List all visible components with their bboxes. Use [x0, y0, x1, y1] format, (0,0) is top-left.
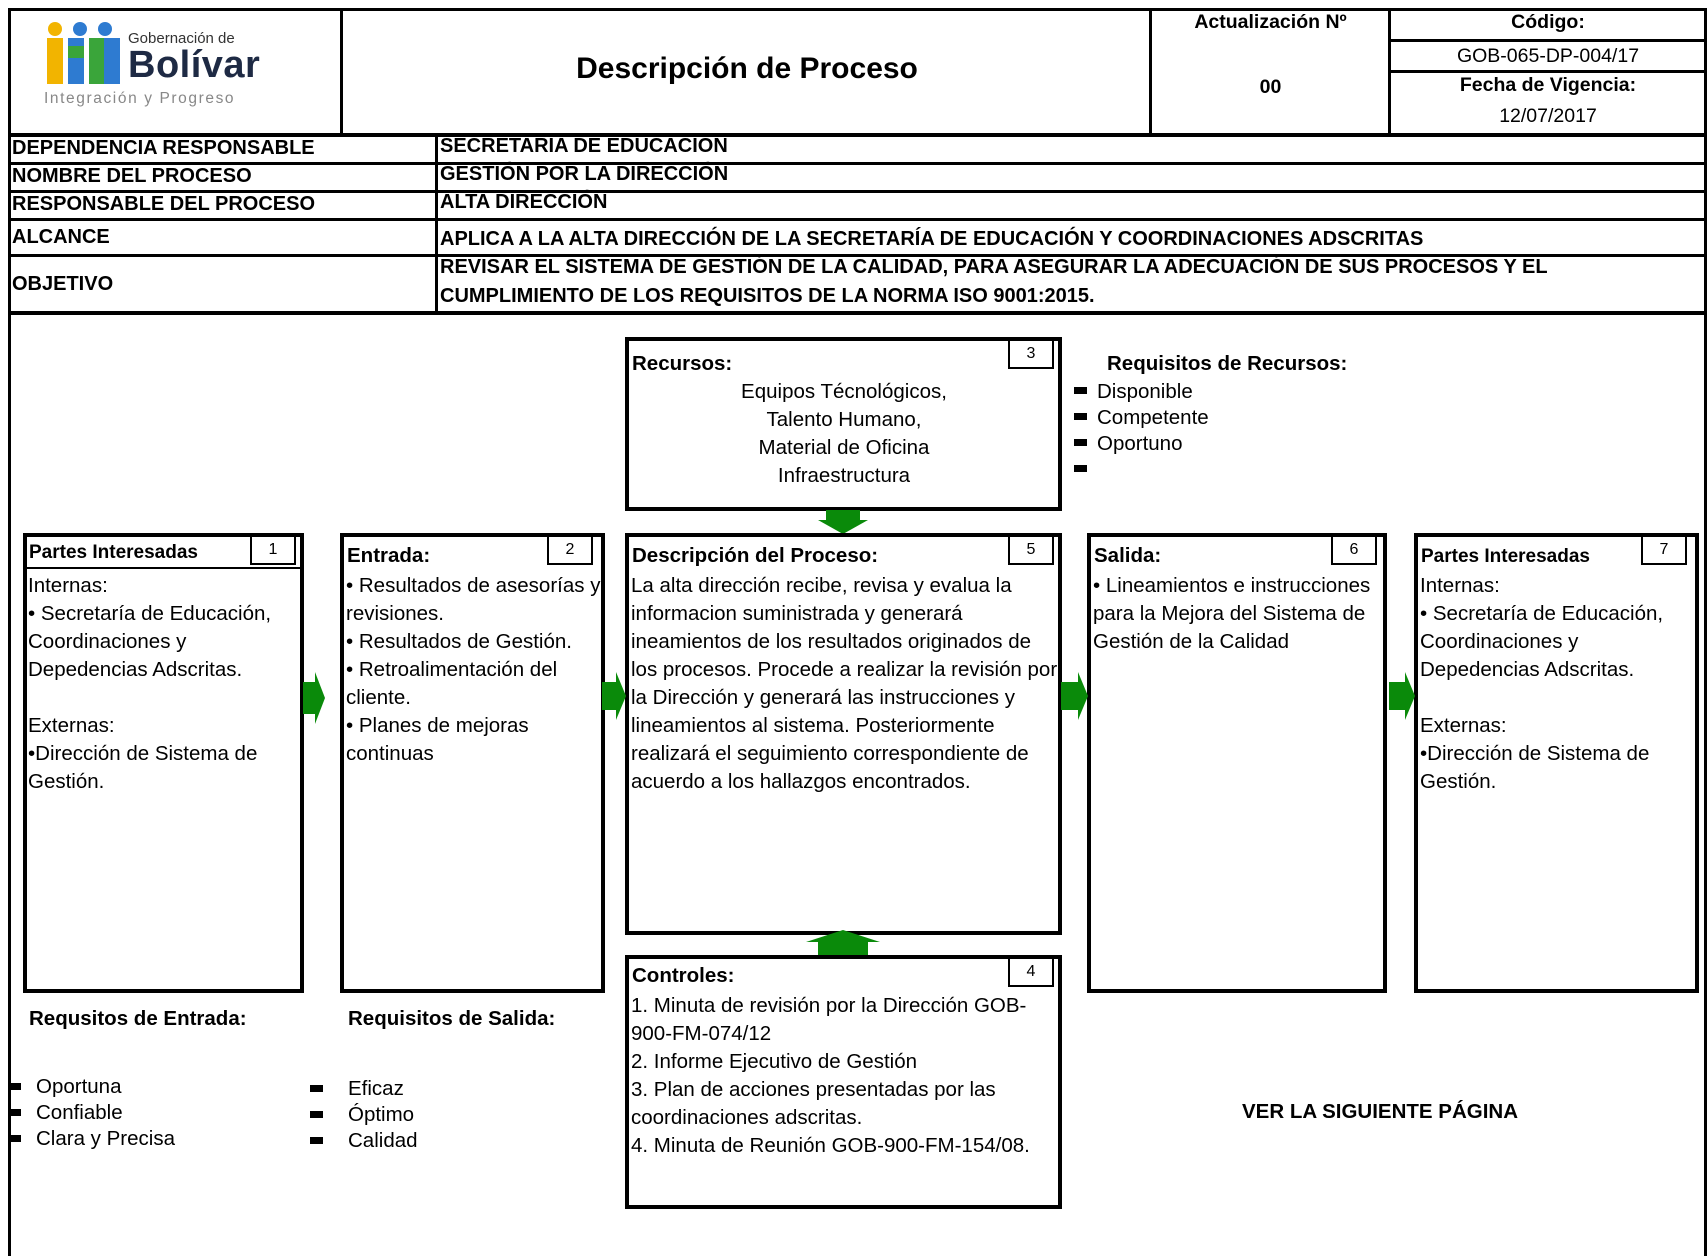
partes-interesadas-title-7: Partes Interesadas [1421, 546, 1590, 567]
header-code-line-2 [1389, 70, 1707, 73]
requisito-recurso-item: Oportuno [1074, 431, 1209, 457]
logo-bolivar-text: Bolívar [128, 44, 261, 86]
arrow-right-icon [602, 672, 626, 720]
box-number-7: 7 [1641, 535, 1687, 565]
requisitos-entrada-list [8, 1074, 175, 1152]
ver-siguiente-pagina-note: VER LA SIGUIENTE PÁGINA [1242, 1100, 1519, 1123]
info-line-5 [8, 311, 1707, 315]
logo-bars-icon [44, 22, 122, 86]
box-number-3: 3 [1008, 339, 1054, 369]
info-label-responsable: RESPONSABLE DEL PROCESO [12, 193, 316, 215]
logo-gobernacion-text: Gobernación de [128, 30, 235, 47]
requisitos-salida-list [310, 1076, 418, 1154]
controles-body: 1. Minuta de revisión por la Dirección GOB-900-FM-074/12 2. Informe Ejecutivo de Gestión 3. Plan de acciones presentadas por las coordinaciones adscritas. 4. Minuta de Reunión GOB-900-FM-154/08. [631, 994, 1030, 1157]
partes-interesadas-body-7: Internas: • Secretaría de Educación, Coordinaciones y Depedencias Adscritas. Externas: •Dirección de Sistema de Gestión. [1420, 574, 1664, 793]
partes-interesadas-body-1: Internas: • Secretaría de Educación, Coordinaciones y Depedencias Adscritas. Externas: •Dirección de Sistema de Gestión. [28, 574, 272, 793]
actualizacion-label: Actualización Nº [1194, 11, 1347, 33]
info-line-1 [8, 162, 1707, 165]
info-label-dependencia: DEPENDENCIA RESPONSABLE [12, 137, 315, 159]
codigo-value: GOB-065-DP-004/17 [1456, 45, 1640, 67]
info-value-responsable: ALTA DIRECCIÓN [440, 191, 608, 213]
info-label-alcance: ALCANCE [12, 226, 110, 248]
requisito-recurso-item [1074, 457, 1209, 483]
fecha-vigencia-value: 12/07/2017 [1499, 105, 1597, 127]
header-divider-logo [340, 8, 343, 135]
requisito-salida-item: Eficaz [310, 1076, 418, 1102]
actualizacion-value: 00 [1259, 76, 1282, 98]
requisito-entrada-item: Oportuna [8, 1074, 175, 1100]
requisito-recurso-item: Disponible [1074, 379, 1209, 405]
controles-title: Controles: [632, 964, 735, 987]
requisitos-recursos-list [1074, 379, 1209, 483]
arrow-down-icon [818, 510, 868, 534]
recursos-title: Recursos: [632, 352, 733, 375]
box-number-5: 5 [1008, 535, 1054, 565]
requisitos-recursos-title: Requisitos de Recursos: [1107, 352, 1348, 375]
info-value-alcance: APLICA A LA ALTA DIRECCIÓN DE LA SECRETARÍA DE EDUCACIÓN Y COORDINACIONES ADSCRITAS [440, 228, 1424, 250]
fecha-vigencia-label: Fecha de Vigencia: [1459, 74, 1637, 96]
info-label-objetivo: OBJETIVO [12, 273, 114, 295]
box-number-6: 6 [1331, 535, 1377, 565]
partes-interesadas-title-1: Partes Interesadas [29, 542, 198, 563]
box-number-4: 4 [1008, 957, 1054, 987]
requisito-recurso-item: Competente [1074, 405, 1209, 431]
info-value-dependencia: SECRETARÍA DE EDUCACIÓN [440, 135, 728, 157]
info-line-3 [8, 218, 1707, 221]
logo-tagline: Integración y Progreso [44, 90, 236, 107]
box-title-separator [27, 567, 300, 569]
descripcion-proceso-title: Descripción del Proceso: [632, 544, 879, 567]
descripcion-proceso-body: La alta dirección recibe, revisa y evalua la informacion suministrada y generará ineamientos de los resultados originados de los procesos. Procede a realizar la revisión por la Dirección y generará las instrucciones y lineamientos al sistema. Posteriormente realizará el seguimiento correspondiente de acuerdo a los hallazgos encontrados. [631, 574, 1058, 793]
bolivar-logo [44, 18, 304, 114]
info-value-nombre: GESTIÓN POR LA DIRECCIÓN [440, 163, 729, 185]
requisito-entrada-item: Clara y Precisa [8, 1126, 175, 1152]
codigo-label: Código: [1511, 11, 1585, 33]
info-label-nombre: NOMBRE DEL PROCESO [12, 165, 252, 187]
arrow-right-icon [303, 672, 325, 724]
requisito-entrada-item: Confiable [8, 1100, 175, 1126]
info-value-objetivo: REVISAR EL SISTEMA DE GESTIÓN DE LA CALIDAD, PARA ASEGURAR LA ADECUACIÓN DE SUS PROCESOS Y EL CUMPLIMIENTO DE LOS REQUISITOS DE LA NORMA ISO 9001:2015. [440, 256, 1548, 307]
document-title: Descripción de Proceso [576, 52, 918, 85]
arrow-right-icon [1389, 672, 1415, 720]
salida-title: Salida: [1094, 544, 1162, 567]
entrada-body: • Resultados de asesorías y revisiones. • Resultados de Gestión. • Retroalimentación del cliente. • Planes de mejoras continuas [346, 574, 601, 765]
recursos-body: Equipos Técnológicos, Talento Humano, Material de Oficina Infraestructura [741, 380, 947, 487]
arrow-up-icon [806, 930, 880, 958]
salida-body: • Lineamientos e instrucciones para la Mejora del Sistema de Gestión de la Calidad [1093, 574, 1371, 653]
requisito-salida-item: Óptimo [310, 1102, 418, 1128]
box-number-2: 2 [547, 535, 593, 565]
entrada-title: Entrada: [347, 544, 431, 567]
arrow-right-icon [1061, 672, 1088, 720]
requisito-salida-item: Calidad [310, 1128, 418, 1154]
requisitos-entrada-title: Requsitos de Entrada: [29, 1007, 247, 1030]
requisitos-salida-title: Requisitos de Salida: [348, 1007, 556, 1030]
box-number-1: 1 [250, 535, 296, 565]
header-code-line-1 [1389, 39, 1707, 42]
